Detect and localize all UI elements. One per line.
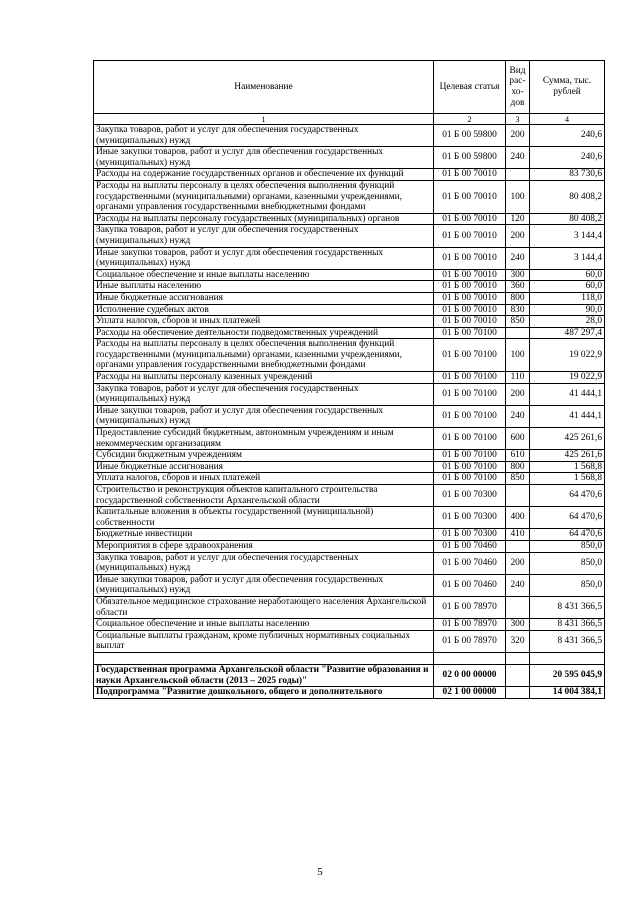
row-sum: 240,6 bbox=[530, 147, 605, 169]
row-expense-type: 400 bbox=[506, 507, 530, 529]
row-sum: 90,0 bbox=[530, 304, 605, 316]
row-target-code: 01 Б 00 78970 bbox=[434, 596, 506, 618]
row-name: Закупка товаров, работ и услуг для обеспечения государственных (муниципальных) нужд bbox=[94, 125, 434, 147]
row-target-code: 01 Б 00 70010 bbox=[434, 225, 506, 247]
table-row bbox=[94, 281, 605, 293]
row-sum: 64 470,6 bbox=[530, 529, 605, 541]
row-target-code: 01 Б 00 70100 bbox=[434, 327, 506, 339]
row-target-code: 01 Б 00 70100 bbox=[434, 450, 506, 462]
row-expense-type: 100 bbox=[506, 339, 530, 372]
row-target-code: 01 Б 00 70300 bbox=[434, 529, 506, 541]
row-name: Социальное обеспечение и иные выплаты населению bbox=[94, 619, 434, 631]
row-name: Исполнение судебных актов bbox=[94, 304, 434, 316]
table-row bbox=[94, 574, 605, 596]
table-body bbox=[94, 125, 605, 699]
row-target-code: 01 Б 00 70010 bbox=[434, 169, 506, 181]
table-row bbox=[94, 213, 605, 225]
row-expense-type bbox=[506, 169, 530, 181]
header-type: Вид рас-хо-дов bbox=[506, 61, 530, 114]
row-name: Уплата налогов, сборов и иных платежей bbox=[94, 316, 434, 328]
row-target-code: 01 Б 00 70100 bbox=[434, 383, 506, 405]
row-target-code: 01 Б 00 59800 bbox=[434, 125, 506, 147]
table-row bbox=[94, 247, 605, 269]
table-row bbox=[94, 225, 605, 247]
row-sum: 850,0 bbox=[530, 552, 605, 574]
row-expense-type: 240 bbox=[506, 147, 530, 169]
header-sum: Сумма, тыс. рублей bbox=[530, 61, 605, 114]
row-expense-type: 800 bbox=[506, 292, 530, 304]
row-name: Иные закупки товаров, работ и услуг для обеспечения государственных (муниципальных) нужд bbox=[94, 574, 434, 596]
row-name: Предоставление субсидий бюджетным, автономным учреждениям и иным некоммерческим организациям bbox=[94, 428, 434, 450]
row-expense-type: 200 bbox=[506, 552, 530, 574]
row-sum: 41 444,1 bbox=[530, 405, 605, 427]
row-name: Закупка товаров, работ и услуг для обеспечения государственных (муниципальных) нужд bbox=[94, 383, 434, 405]
row-name: Государственная программа Архангельской области "Развитие образования и науки Архангельской области (2013 – 2025 годы)" bbox=[94, 664, 434, 686]
row-target-code: 01 Б 00 59800 bbox=[434, 147, 506, 169]
row-target-code: 01 Б 00 70100 bbox=[434, 473, 506, 485]
row-name: Закупка товаров, работ и услуг для обеспечения государственных (муниципальных) нужд bbox=[94, 225, 434, 247]
row-expense-type bbox=[506, 485, 530, 507]
row-target-code: 01 Б 00 70300 bbox=[434, 485, 506, 507]
column-number: 1 bbox=[94, 114, 434, 125]
column-number: 2 bbox=[434, 114, 506, 125]
table-row bbox=[94, 461, 605, 473]
row-target-code: 01 Б 00 70300 bbox=[434, 507, 506, 529]
table-row bbox=[94, 383, 605, 405]
row-sum: 64 470,6 bbox=[530, 485, 605, 507]
column-number-row bbox=[94, 114, 605, 125]
table-row bbox=[94, 450, 605, 462]
row-sum: 60,0 bbox=[530, 269, 605, 281]
row-expense-type: 300 bbox=[506, 619, 530, 631]
budget-table bbox=[93, 60, 605, 699]
row-expense-type: 300 bbox=[506, 269, 530, 281]
table-row bbox=[94, 687, 605, 699]
row-sum: 8 431 366,5 bbox=[530, 630, 605, 652]
row-expense-type: 410 bbox=[506, 529, 530, 541]
row-target-code: 01 Б 00 70460 bbox=[434, 540, 506, 552]
row-target-code: 01 Б 00 78970 bbox=[434, 619, 506, 631]
row-target-code: 01 Б 00 70010 bbox=[434, 180, 506, 213]
row-expense-type: 120 bbox=[506, 213, 530, 225]
row-name: Иные бюджетные ассигнования bbox=[94, 292, 434, 304]
row-sum: 3 144,4 bbox=[530, 247, 605, 269]
row-expense-type bbox=[506, 687, 530, 699]
row-name: Иные бюджетные ассигнования bbox=[94, 461, 434, 473]
row-target-code: 01 Б 00 70100 bbox=[434, 405, 506, 427]
row-target-code: 01 Б 00 78970 bbox=[434, 630, 506, 652]
table-row bbox=[94, 316, 605, 328]
table-row bbox=[94, 619, 605, 631]
table-row bbox=[94, 269, 605, 281]
table-row bbox=[94, 552, 605, 574]
row-name: Иные закупки товаров, работ и услуг для обеспечения государственных (муниципальных) нужд bbox=[94, 405, 434, 427]
row-name: Социальное обеспечение и иные выплаты населению bbox=[94, 269, 434, 281]
row-sum: 28,0 bbox=[530, 316, 605, 328]
header-code: Целевая статья bbox=[434, 61, 506, 114]
table-row bbox=[94, 169, 605, 181]
row-target-code: 02 0 00 00000 bbox=[434, 664, 506, 686]
row-sum: 8 431 366,5 bbox=[530, 596, 605, 618]
row-name: Расходы на обеспечение деятельности подведомственных учреждений bbox=[94, 327, 434, 339]
row-sum: 60,0 bbox=[530, 281, 605, 293]
row-expense-type: 200 bbox=[506, 225, 530, 247]
row-target-code: 01 Б 00 70100 bbox=[434, 428, 506, 450]
row-sum: 1 568,8 bbox=[530, 461, 605, 473]
row-name: Капитальные вложения в объекты государственной (муниципальной) собственности bbox=[94, 507, 434, 529]
row-name: Расходы на выплаты персоналу в целях обеспечения выполнения функций государственными (муниципальными) органами, казенными учреждениями, органами управления государственными внебюджетными фондами bbox=[94, 180, 434, 213]
row-expense-type: 110 bbox=[506, 372, 530, 384]
row-name: Обязательное медицинское страхование неработающего населения Архангельской области bbox=[94, 596, 434, 618]
column-number: 4 bbox=[530, 114, 605, 125]
row-target-code: 01 Б 00 70010 bbox=[434, 213, 506, 225]
table-row bbox=[94, 596, 605, 618]
row-name: Субсидии бюджетным учреждениям bbox=[94, 450, 434, 462]
table-row bbox=[94, 372, 605, 384]
row-target-code: 01 Б 00 70010 bbox=[434, 281, 506, 293]
row-sum: 19 022,9 bbox=[530, 339, 605, 372]
row-name: Расходы на выплаты персоналу государственных (муниципальных) органов bbox=[94, 213, 434, 225]
row-sum: 20 595 045,9 bbox=[530, 664, 605, 686]
row-name: Расходы на содержание государственных органов и обеспечение их функций bbox=[94, 169, 434, 181]
row-expense-type: 200 bbox=[506, 383, 530, 405]
row-target-code: 01 Б 00 70460 bbox=[434, 552, 506, 574]
row-target-code: 01 Б 00 70100 bbox=[434, 372, 506, 384]
row-target-code: 02 1 00 00000 bbox=[434, 687, 506, 699]
row-name: Бюджетные инвестиции bbox=[94, 529, 434, 541]
table-row bbox=[94, 180, 605, 213]
row-sum: 80 408,2 bbox=[530, 213, 605, 225]
row-target-code: 01 Б 00 70010 bbox=[434, 304, 506, 316]
row-name: Социальные выплаты гражданам, кроме публичных нормативных социальных выплат bbox=[94, 630, 434, 652]
row-expense-type bbox=[506, 664, 530, 686]
row-name: Расходы на выплаты персоналу казенных учреждений bbox=[94, 372, 434, 384]
row-target-code: 01 Б 00 70010 bbox=[434, 316, 506, 328]
row-sum: 3 144,4 bbox=[530, 225, 605, 247]
row-expense-type: 240 bbox=[506, 247, 530, 269]
row-expense-type: 850 bbox=[506, 473, 530, 485]
row-target-code: 01 Б 00 70460 bbox=[434, 574, 506, 596]
page-number: 5 bbox=[317, 866, 323, 878]
row-sum: 83 730,6 bbox=[530, 169, 605, 181]
row-name: Закупка товаров, работ и услуг для обеспечения государственных (муниципальных) нужд bbox=[94, 552, 434, 574]
table-row bbox=[94, 664, 605, 686]
table-row bbox=[94, 529, 605, 541]
row-name: Расходы на выплаты персоналу в целях обеспечения выполнения функций государственными (муниципальными) органами, казенными учреждениями, органами управления государственными внебюджетными фондами bbox=[94, 339, 434, 372]
table-row bbox=[94, 473, 605, 485]
row-sum: 425 261,6 bbox=[530, 428, 605, 450]
row-expense-type bbox=[506, 327, 530, 339]
table-row bbox=[94, 507, 605, 529]
row-sum: 1 568,8 bbox=[530, 473, 605, 485]
row-sum: 64 470,6 bbox=[530, 507, 605, 529]
row-sum: 80 408,2 bbox=[530, 180, 605, 213]
row-expense-type: 600 bbox=[506, 428, 530, 450]
row-target-code: 01 Б 00 70100 bbox=[434, 339, 506, 372]
table-row bbox=[94, 125, 605, 147]
row-target-code: 01 Б 00 70100 bbox=[434, 461, 506, 473]
row-name: Мероприятия в сфере здравоохранения bbox=[94, 540, 434, 552]
row-sum: 240,6 bbox=[530, 125, 605, 147]
column-number: 3 bbox=[506, 114, 530, 125]
row-sum: 118,0 bbox=[530, 292, 605, 304]
table-row bbox=[94, 147, 605, 169]
spacer-row bbox=[94, 652, 605, 664]
row-target-code: 01 Б 00 70010 bbox=[434, 247, 506, 269]
table-row bbox=[94, 485, 605, 507]
row-name: Иные выплаты населению bbox=[94, 281, 434, 293]
header-name: Наименование bbox=[94, 61, 434, 114]
table-row bbox=[94, 304, 605, 316]
row-target-code: 01 Б 00 70010 bbox=[434, 292, 506, 304]
row-expense-type bbox=[506, 596, 530, 618]
row-expense-type: 850 bbox=[506, 316, 530, 328]
row-expense-type: 240 bbox=[506, 405, 530, 427]
row-expense-type: 360 bbox=[506, 281, 530, 293]
table-row bbox=[94, 428, 605, 450]
row-sum: 8 431 366,5 bbox=[530, 619, 605, 631]
table-row bbox=[94, 292, 605, 304]
row-sum: 41 444,1 bbox=[530, 383, 605, 405]
table-header-row bbox=[94, 61, 605, 114]
table-row bbox=[94, 540, 605, 552]
row-expense-type: 240 bbox=[506, 574, 530, 596]
row-name: Подпрограмма "Развитие дошкольного, общего и дополнительного bbox=[94, 687, 434, 699]
row-name: Уплата налогов, сборов и иных платежей bbox=[94, 473, 434, 485]
row-name: Иные закупки товаров, работ и услуг для обеспечения государственных (муниципальных) нужд bbox=[94, 247, 434, 269]
row-expense-type: 100 bbox=[506, 180, 530, 213]
row-expense-type: 830 bbox=[506, 304, 530, 316]
row-expense-type: 200 bbox=[506, 125, 530, 147]
row-expense-type: 610 bbox=[506, 450, 530, 462]
row-sum: 14 004 384,1 bbox=[530, 687, 605, 699]
table-row bbox=[94, 405, 605, 427]
row-name: Иные закупки товаров, работ и услуг для обеспечения государственных (муниципальных) нужд bbox=[94, 147, 434, 169]
row-sum: 487 297,4 bbox=[530, 327, 605, 339]
row-sum: 850,0 bbox=[530, 540, 605, 552]
row-sum: 19 022,9 bbox=[530, 372, 605, 384]
row-expense-type: 800 bbox=[506, 461, 530, 473]
table-row bbox=[94, 339, 605, 372]
row-sum: 425 261,6 bbox=[530, 450, 605, 462]
row-target-code: 01 Б 00 70010 bbox=[434, 269, 506, 281]
row-sum: 850,0 bbox=[530, 574, 605, 596]
table-row bbox=[94, 327, 605, 339]
table-row bbox=[94, 630, 605, 652]
row-expense-type bbox=[506, 540, 530, 552]
row-name: Строительство и реконструкция объектов капитального строительства государственной собственности Архангельской области bbox=[94, 485, 434, 507]
row-expense-type: 320 bbox=[506, 630, 530, 652]
